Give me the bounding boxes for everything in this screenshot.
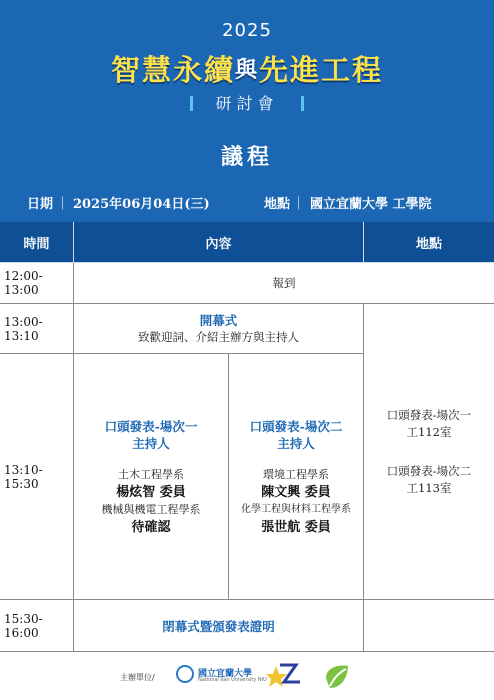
- university-name-en: National Ilan University NIU: [198, 677, 267, 683]
- title-part-b: 先進工程: [259, 53, 384, 87]
- location-b-title: 口頭發表-場次二: [386, 463, 472, 478]
- place-value: 國立宜蘭大學 工學院: [310, 197, 432, 212]
- location-a-room: 工112室: [406, 424, 452, 439]
- session1-dept2: 機械與機電工程學系: [101, 502, 201, 516]
- subtitle-row: [0, 94, 494, 114]
- column-header-time: 時間: [0, 222, 74, 263]
- location-cell: [364, 304, 494, 600]
- session2-cell: [229, 354, 364, 600]
- event-year: 2025: [222, 20, 272, 41]
- place-separator: ｜: [292, 197, 306, 212]
- event-subtitle: 研討會: [215, 94, 279, 113]
- location-a-title: 口頭發表-場次一: [386, 407, 472, 422]
- date-value: 2025年06月04日(三): [73, 197, 210, 212]
- session1-name2: 待確認: [131, 519, 171, 535]
- star-logo-icon: [266, 662, 304, 692]
- date-separator: ｜: [56, 197, 70, 212]
- opening-title: 開幕式: [199, 312, 238, 328]
- leaf-logo-icon: [322, 662, 354, 692]
- event-info-line: [0, 193, 494, 213]
- opening-desc: 致歡迎詞、介紹主辦方與主持人: [138, 329, 299, 344]
- session1-name1: 楊炫智 委員: [116, 484, 186, 500]
- session1-cell: [74, 354, 229, 600]
- agenda-heading: 議程: [220, 144, 273, 170]
- row1-content: 報到: [74, 263, 494, 304]
- closing-title: 閉幕式暨頒發表證明: [162, 618, 275, 634]
- row2-content: [74, 304, 364, 354]
- title-part-a: 智慧永續: [110, 53, 235, 87]
- event-title: [0, 48, 494, 89]
- session1-host: 主持人: [132, 435, 170, 451]
- row4-content: [74, 600, 364, 652]
- row2-time: 13:00-13:10: [0, 304, 74, 354]
- poster-header: [0, 0, 494, 222]
- session2-dept2: 化學工程與材料工程學系: [241, 503, 351, 515]
- university-emblem-icon: [176, 665, 194, 683]
- row1-time: 12:00-13:00: [0, 263, 74, 304]
- session1-title: 口頭發表-場次一: [104, 418, 198, 434]
- university-name: 國立宜蘭大學: [198, 669, 253, 679]
- organizer-footer: [0, 652, 494, 700]
- date-label: 日期: [27, 197, 54, 212]
- subtitle-bar-left: [190, 96, 193, 111]
- location-b-room: 工113室: [406, 480, 452, 495]
- university-logo: [176, 664, 267, 686]
- session1-dept1: 土木工程學系: [118, 467, 184, 481]
- session2-name2: 張世航 委員: [261, 519, 331, 535]
- session2-name1: 陳文興 委員: [261, 484, 331, 500]
- subtitle-bar-right: [301, 96, 304, 111]
- place-label: 地點: [264, 197, 291, 212]
- session2-title: 口頭發表-場次二: [249, 418, 343, 434]
- session2-dept1: 環境工程學系: [263, 467, 329, 481]
- row3-time: 13:10-15:30: [0, 354, 74, 600]
- column-header-content: 內容: [74, 222, 364, 263]
- organizer-label: 主辦單位/: [120, 673, 155, 682]
- agenda-table: [0, 222, 494, 652]
- session2-host: 主持人: [277, 435, 315, 451]
- title-connector: 與: [234, 58, 259, 83]
- row4-time: 15:30-16:00: [0, 600, 74, 652]
- column-header-location: 地點: [364, 222, 494, 263]
- row4-location: [364, 600, 494, 652]
